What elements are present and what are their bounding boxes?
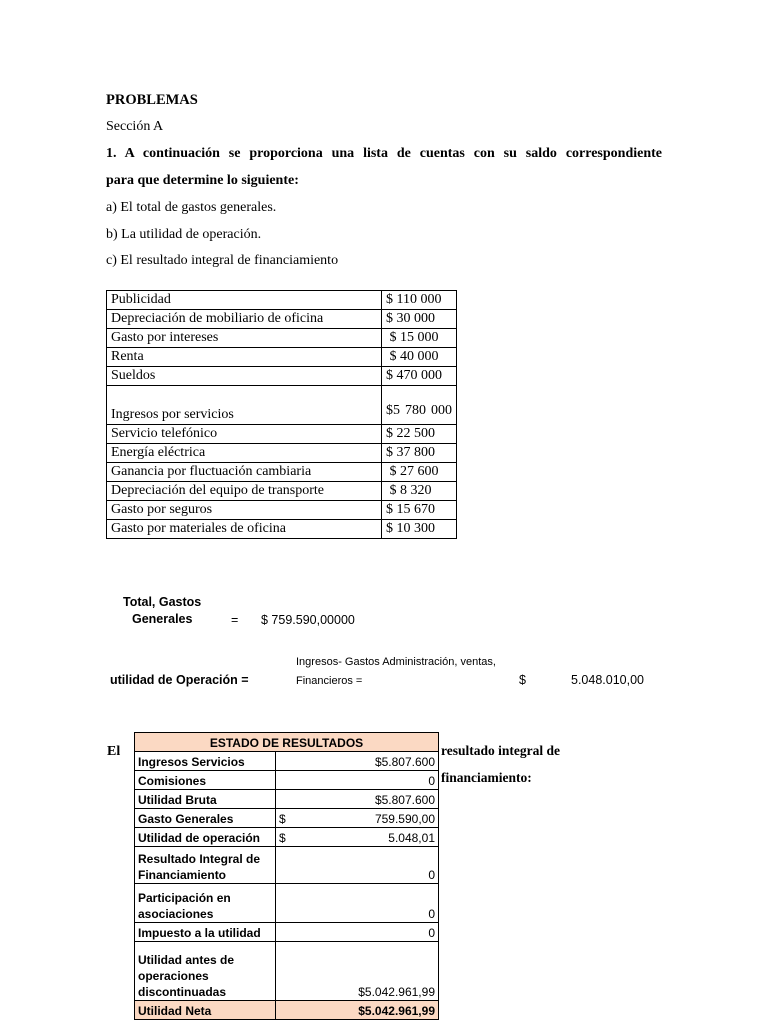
row-label: Utilidad Bruta	[135, 790, 276, 809]
resultado-text-line2: financiamiento:	[441, 770, 532, 785]
row-label-line: Financiamiento	[138, 868, 227, 882]
row-label	[135, 942, 276, 1001]
table-row	[107, 310, 457, 329]
row-label: Impuesto a la utilidad	[135, 923, 276, 942]
account-name: Servicio telefónico	[107, 425, 382, 444]
table-row	[107, 386, 457, 425]
account-name: Ingresos por servicios	[107, 386, 382, 425]
row-label-line: discontinuadas	[138, 985, 227, 999]
row-value: 0	[276, 923, 439, 942]
row-label: Utilidad de operación	[135, 828, 276, 847]
utilidad-operacion-label: utilidad de Operación =	[110, 673, 249, 687]
table-row	[107, 444, 457, 463]
account-name: Sueldos	[107, 367, 382, 386]
row-value: $5.807.600	[276, 752, 439, 771]
account-name: Ganancia por fluctuación cambiaria	[107, 463, 382, 482]
row-label: Gasto Generales	[135, 809, 276, 828]
row-label-line: Utilidad antes de	[138, 953, 235, 967]
table-row	[107, 425, 457, 444]
account-name: Renta	[107, 348, 382, 367]
account-name: Energía eléctrica	[107, 444, 382, 463]
row-label	[135, 847, 276, 884]
row-value: $5.042.961,99	[276, 942, 439, 1001]
table-row	[107, 291, 457, 310]
row-value: 0	[276, 771, 439, 790]
row-label: Ingresos Servicios	[135, 752, 276, 771]
utilidad-operacion-value: 5.048.010,00	[571, 673, 644, 687]
account-name: Publicidad	[107, 291, 382, 310]
account-amount: $ 22 500	[382, 425, 457, 444]
table-row	[107, 520, 457, 539]
table-row	[135, 752, 439, 771]
account-name: Gasto por seguros	[107, 501, 382, 520]
row-value: 759.590,00	[322, 809, 439, 828]
row-currency: $	[276, 828, 323, 847]
account-amount: $ 40 000	[382, 348, 457, 367]
account-name: Gasto por materiales de oficina	[107, 520, 382, 539]
row-currency: $	[276, 809, 323, 828]
account-amount: $ 8 320	[382, 482, 457, 501]
table-row	[107, 501, 457, 520]
utilidad-currency: $	[519, 673, 526, 687]
account-amount: $5 780 000	[382, 386, 457, 425]
table-row	[135, 771, 439, 790]
row-value: $5.042.961,99	[276, 1001, 439, 1020]
estado-title: ESTADO DE RESULTADOS	[135, 733, 439, 752]
table-row	[107, 463, 457, 482]
account-amount: $ 110 000	[382, 291, 457, 310]
page-title: PROBLEMAS	[106, 92, 198, 108]
total-gastos-equals: =	[231, 613, 239, 627]
table-row	[135, 828, 439, 847]
table-row	[135, 790, 439, 809]
utilidad-formula-line2: Financieros =	[296, 675, 363, 687]
account-name: Depreciación de mobiliario de oficina	[107, 310, 382, 329]
account-amount: $ 15 000	[382, 329, 457, 348]
row-label	[135, 884, 276, 923]
row-value: 0	[276, 847, 439, 884]
row-label-line: Participación en	[138, 891, 231, 905]
table-row	[107, 367, 457, 386]
table-row	[107, 329, 457, 348]
account-name: Gasto por intereses	[107, 329, 382, 348]
table-row	[135, 923, 439, 942]
item-a: a) El total de gastos generales.	[106, 200, 277, 215]
problem-statement-line2: para que determine lo siguiente:	[106, 173, 299, 188]
row-value: 5.048,01	[322, 828, 439, 847]
resultado-text-line1: resultado integral de	[441, 743, 560, 758]
table-header-row	[135, 733, 439, 752]
table-row	[107, 348, 457, 367]
accounts-table	[106, 290, 457, 539]
table-row	[135, 942, 439, 1001]
row-label-line: operaciones	[138, 969, 209, 983]
resultado-prefix: El	[107, 744, 121, 759]
row-value: 0	[276, 884, 439, 923]
account-amount: $ 470 000	[382, 367, 457, 386]
account-amount: $ 10 300	[382, 520, 457, 539]
account-amount: $ 37 800	[382, 444, 457, 463]
table-row	[135, 847, 439, 884]
total-gastos-value: $ 759.590,00000	[261, 613, 355, 627]
total-gastos-label-line2: Generales	[132, 612, 193, 626]
account-amount: $ 15 670	[382, 501, 457, 520]
problem-statement-line1: 1. A continuación se proporciona una lista de cuentas con su saldo correspondiente	[106, 146, 662, 161]
utilidad-formula-line1: Ingresos- Gastos Administración, ventas,	[296, 656, 496, 668]
row-value: $5.807.600	[276, 790, 439, 809]
table-row	[135, 884, 439, 923]
item-c: c) El resultado integral de financiamiento	[106, 253, 339, 268]
row-label-line: asociaciones	[138, 907, 214, 921]
table-row	[135, 809, 439, 828]
section-label: Sección A	[106, 119, 164, 134]
row-label: Comisiones	[135, 771, 276, 790]
estado-resultados-table	[134, 732, 439, 1020]
row-label: Utilidad Neta	[135, 1001, 276, 1020]
row-label-line: Resultado Integral de	[138, 852, 261, 866]
item-b: b) La utilidad de operación.	[106, 227, 262, 242]
account-amount: $ 30 000	[382, 310, 457, 329]
table-row	[135, 1001, 439, 1020]
total-gastos-label-line1: Total, Gastos	[123, 595, 202, 609]
account-amount: $ 27 600	[382, 463, 457, 482]
table-row	[107, 482, 457, 501]
account-name: Depreciación del equipo de transporte	[107, 482, 382, 501]
